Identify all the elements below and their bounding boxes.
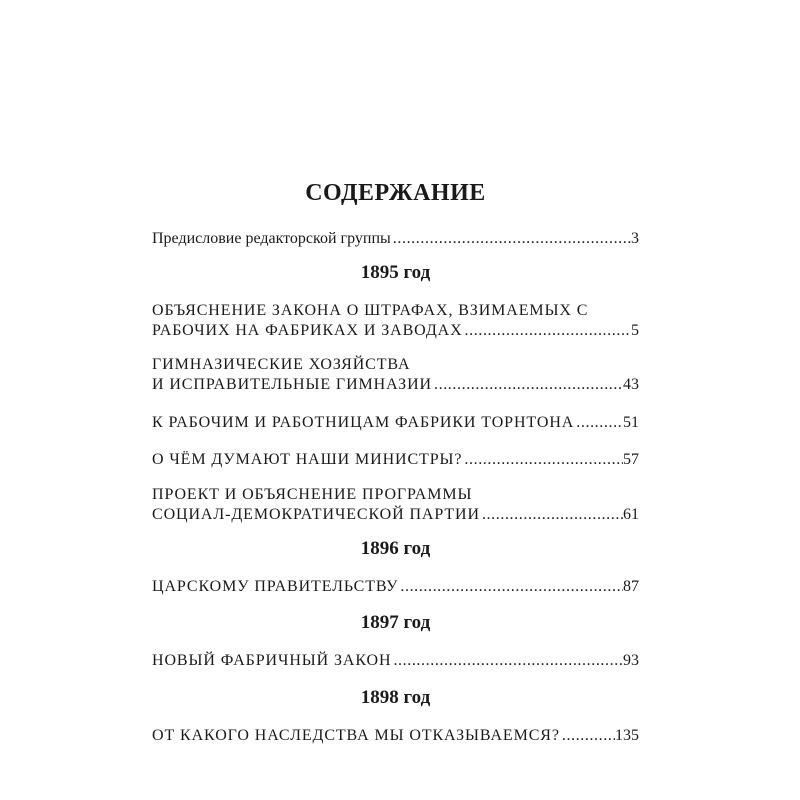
dot-leader [480, 505, 623, 525]
toc-entry[interactable] [152, 355, 639, 395]
toc-entry-title: НОВЫЙ ФАБРИЧНЫЙ ЗАКОН [152, 652, 392, 669]
toc-entry-title-line: ГИМНАЗИЧЕСКИЕ ХОЗЯЙСТВА [152, 356, 411, 373]
toc-year-heading: 1898 год [360, 687, 431, 708]
toc-entry-title: Предисловие редакторской группы [152, 230, 391, 247]
toc-entry-title: ОТ КАКОГО НАСЛЕДСТВА МЫ ОТКАЗЫВАЕМСЯ? [152, 727, 560, 744]
dot-leader [463, 321, 631, 341]
toc-entry-page: 135 [615, 727, 639, 744]
toc-entry-title-line: ОБЪЯСНЕНИЕ ЗАКОНА О ШТРАФАХ, ВЗИМАЕМЫХ С [152, 302, 589, 319]
toc-entry-page: 3 [631, 230, 639, 247]
toc-entry-page: 51 [623, 414, 639, 431]
toc-entry-title: РАБОЧИХ НА ФАБРИКАХ И ЗАВОДАХ [152, 322, 463, 339]
toc-entry-title: К РАБОЧИМ И РАБОТНИЦАМ ФАБРИКИ ТОРНТОНА [152, 414, 575, 431]
toc-entry-page: 93 [623, 652, 639, 669]
toc-entry-page: 87 [623, 578, 639, 595]
toc-entry-page: 43 [623, 376, 639, 393]
toc-year-heading: 1896 год [360, 538, 431, 559]
toc-entry-page: 5 [631, 322, 639, 339]
toc-title: СОДЕРЖАНИЕ [305, 180, 486, 206]
toc-entry[interactable] [152, 413, 639, 433]
toc-entry[interactable] [152, 485, 639, 525]
toc-entry-title: О ЧЁМ ДУМАЮТ НАШИ МИНИСТРЫ? [152, 451, 463, 468]
toc-entry[interactable] [152, 651, 639, 671]
toc-page [152, 0, 639, 800]
dot-leader [398, 577, 623, 597]
toc-entry[interactable] [152, 450, 639, 470]
toc-year-heading: 1897 год [360, 612, 431, 633]
toc-year-heading: 1895 год [360, 262, 431, 283]
dot-leader [574, 413, 623, 433]
dot-leader [391, 229, 631, 249]
toc-entry[interactable] [152, 301, 639, 341]
toc-entry[interactable] [152, 726, 639, 746]
toc-entry-page: 61 [623, 506, 639, 523]
toc-entry-title: И ИСПРАВИТЕЛЬНЫЕ ГИМНАЗИИ [152, 376, 432, 393]
dot-leader [391, 651, 623, 671]
toc-entry-page: 57 [623, 451, 639, 468]
toc-entry-preface[interactable] [152, 229, 639, 249]
dot-leader [462, 450, 623, 470]
toc-entry-title: СОЦИАЛ-ДЕМОКРАТИЧЕСКОЙ ПАРТИИ [152, 506, 480, 523]
dot-leader [432, 375, 623, 395]
toc-entry[interactable] [152, 577, 639, 597]
toc-entry-title: ЦАРСКОМУ ПРАВИТЕЛЬСТВУ [152, 578, 399, 595]
dot-leader [560, 726, 615, 746]
toc-entry-title-line: ПРОЕКТ И ОБЪЯСНЕНИЕ ПРОГРАММЫ [152, 486, 473, 503]
